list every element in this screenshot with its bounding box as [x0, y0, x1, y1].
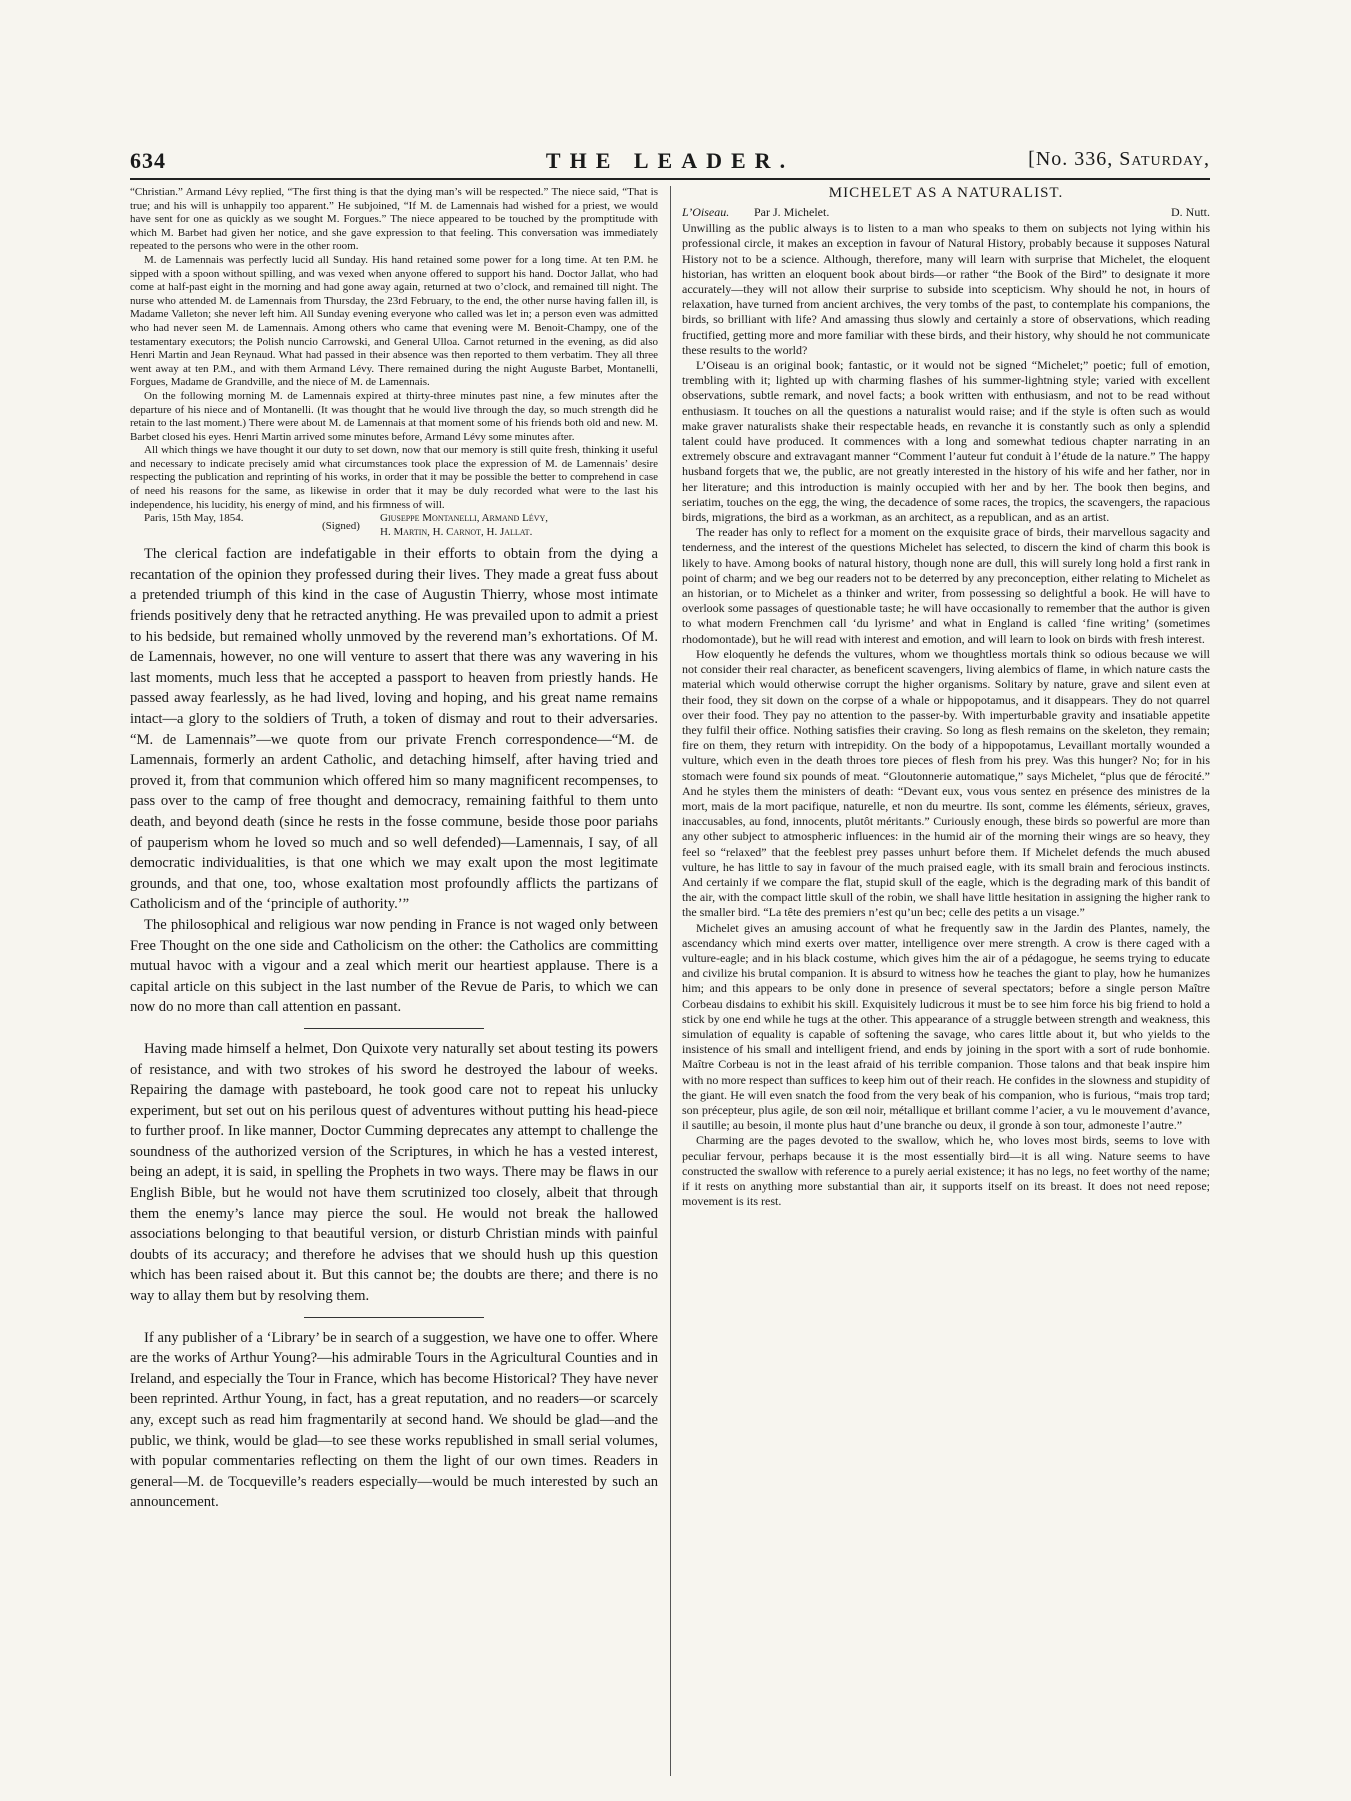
paragraph: The clerical faction are indefatigable in their efforts to obtain from the dying a recantation of the opinion they professed during their lives. They made a great fuss about a pretended triumph of this kind in the case of Augustin Thierry, whose most intimate friends positively deny that he retracted anything. He was prevailed upon to admit a priest to his bedside, but remained wholly unmoved by the reverend man’s exhortations. Of M. de Lamennais, however, no one will venture to assert that there was any wavering in his last moments, much less that he accepted a passport to heaven from priestly hands. He passed away fearlessly, as he had lived, loving and hoping, and his great name remains intact—a glory to the soldiers of Truth, a token of dismay and rout to their adversaries. “M. de Lamennais”—we quote from our private French correspondence—“M. de Lamennais, formerly an ardent Catholic, and detaching himself, after having tried and proved it, from that communion which offered him so many magnificent recompenses, to pass over to the camp of free thought and democracy, remaining faithful to them unto death, and beyond death (since he rests in the fosse commune, beside those poor pariahs of pauperism whom he loved so much and so well defended)—Lamennais, I say, of all democratic individualities, is that one which we may exalt upon the most legitimate grounds, and that one, too, whose exaltation most profoundly afflicts the partizans of Catholicism and of the ‘principle of authority.’”	[130, 546, 658, 913]
column-divider	[670, 186, 671, 1776]
issue-day: Saturday,	[1119, 148, 1210, 170]
signatories	[380, 512, 548, 539]
section-rule	[304, 1317, 484, 1318]
book-title: L’Oiseau.	[682, 205, 730, 220]
signatories-line-2: H. Martin, H. Carnot, H. Jallat.	[380, 525, 533, 538]
signatories-line-1: Giuseppe Montanelli, Armand Lévy,	[380, 512, 548, 525]
paragraph: L’Oiseau is an original book; fantastic, or it would not be signed “Michelet;” poetic; full of emotion, trembling with it; lighted up with charming flashes of his summer-lightning style; varied with excellent observations, subtle remark, and novel facts; a book written with enthusiasm, and not to be read without enthusiasm. It touches on all the questions a naturalist would raise; and if the style is often such as would make graver naturalists shake their respectable heads, en revanche it is constantly such as only a splendid talent could have produced. It commences with a long and somewhat tedious chapter narrating in an extremely obscure and extravagant manner “Comment l’auteur fut conduit à l’étude de la nature.” The happy husband forgets that we, the public, are not greatly interested in the history of his wife and her father, nor in her literature; and this introduction is mainly occupied with her and by her. The book then begins, and seriatim, touches on the egg, the wing, the decadence of some races, the tropics, the scavengers, the rapacious birds, migrations, the bird as a workman, as an architect, as a republican, and as an artist.	[682, 358, 1210, 525]
issue-number: [No. 336,	[1028, 148, 1120, 170]
newspaper-title: THE LEADER.	[545, 148, 795, 173]
paragraph: Charming are the pages devoted to the swallow, which he, who loves most birds, seems to love with peculiar fervour, perhaps because it is the most essentially bird—it is all wing. Nature seems to have constructed the swallow with reference to a purely aerial existence; it has no legs, no feet worthy of the name; if it rests on anything more substantial than air, it supports itself on its breast. It does not need repose; movement is its rest.	[682, 1133, 1210, 1209]
book-publisher: D. Nutt.	[1171, 205, 1210, 220]
paragraph: Michelet gives an amusing account of what he frequently saw in the Jardin des Plantes, namely, the ascendancy which mind exerts over matter, intelligence over mere strength. A crow is there caged with a vulture-eagle; and in his black costume, which gives him the air of a pédagogue, he seems trying to educate and civilize his brutal companion. It is absurd to witness how he teaches the giant to play, how he humanizes him; and this appears to be only done in presence of several spectators; before a single person Maître Corbeau disdains to exhibit his skill. Exquisitely ludicrous it must be to see him force his big friend to hold a stick by one end while he tugs at the other. This appearance of a struggle between strength and weakness, this simulation of equality is capable of softening the savage, who cares little about it, but who yields to the insistence of his small and intelligent friend, and ends by joining in the sport with a sort of rude bonhomie. Maître Corbeau is not in the least afraid of his terrible companion. Those talons and that beak inspire him with no more respect than suffices to keep him out of their reach. He confides in the slowness and stupidity of the giant. He will even snatch the food from the very beak of his companion, who is furious, “mais trop tard; son précepteur, plus agile, de son œil noir, métallique et brillant comme l’acier, a vu le mouvement d’avance, il sautille; au besoin, il monte plus haut d’une branche ou deux, il gronde à son tour, admoneste l’autre.”	[682, 920, 1210, 1133]
signed-label: (Signed)	[322, 520, 360, 533]
section-rule	[304, 1028, 484, 1029]
signature-date: Paris, 15th May, 1854.	[144, 512, 244, 525]
paragraph: “Christian.” Armand Lévy replied, “The first thing is that the dying man’s will be respected.” The niece said, “That is true; and his will is unhappily too apparent.” He subjoined, “If M. de Lamennais had wished for a priest, we would have sent for one as quickly as we sought M. Forgues.” The niece appeared to be touched by the promptitude with which M. Barbet had given her notice, and she gave expression to that feeling. This conversation was immediately repeated to the persons who were in the other room.	[130, 186, 658, 253]
issue-label	[1028, 148, 1210, 171]
paragraph: Unwilling as the public always is to listen to a man who speaks to them on subjects not lying within his professional circle, it makes an exception in favour of Natural History, probably because it supposes Natural History not to be a science. Although, therefore, many will learn with surprise that Michelet, the eloquent historian, has written an eloquent book about birds—or rather “the Book of the Bird” to designate it more accurately—they will not allow their surprise to subside into scepticism. Why should he not, in hours of relaxation, have turned from ancient archives, the very tombs of the past, to contemplate his companions, the birds, so brilliant with life? And amassing thus slowly and certainly a store of observations, which reading fructified, getting more and more familiar with these birds, and their history, why should he not communicate these results to the world?	[682, 221, 1210, 357]
paragraph: On the following morning M. de Lamennais expired at thirty-three minutes past nine, a few minutes after the departure of his niece and of Montanelli. (It was thought that he would live through the day, so much strength did he retain to the last moment.) There were about M. de Lamennais at that moment some of his friends both old and new. M. Barbet closed his eyes. Henri Martin arrived some minutes before, Armand Lévy some minutes after.	[130, 389, 658, 443]
article-headline: MICHELET AS A NATURALIST.	[828, 186, 1064, 201]
paragraph: The philosophical and religious war now pending in France is not waged only between Free Thought on the one side and Catholicism on the other: the Catholics are committing mutual havoc with a vigour and a zeal which merit our heartiest applause. There is a capital article on this subject in the last number of the Revue de Paris, to which we can now do no more than call attention en passant.	[130, 916, 658, 1016]
paragraph: Having made himself a helmet, Don Quixote very naturally set about testing its powers of resistance, and with two strokes of his sword he destroyed the labour of weeks. Repairing the damage with pasteboard, he took good care not to repeat his unlucky experiment, but set out on his perilous quest of adventures without putting his head-piece to further proof. In like manner, Doctor Cumming deprecates any attempt to challenge the soundness of the authorized version of the Scriptures, in which he has a vested interest, being an adept, it is said, in spelling the Prophets in two ways. There may be flaws in our English Bible, but he would not have them scrutinized too closely, albeit that through them the enemy’s lance may pierce the soul. He would not break the hallowed associations belonging to that beautiful version, or disturb Christian minds with painful doubts of its accuracy; and therefore he advises that we should hush up this question which has been raised about it. But this cannot be; the doubts are there; and there is no way to allay them but by resolving them.	[130, 1040, 658, 1305]
page-number: 634	[130, 148, 166, 173]
right-column	[682, 186, 1210, 1776]
masthead	[130, 148, 1210, 180]
signature-block	[130, 512, 658, 544]
book-author: Par J. Michelet.	[754, 205, 830, 220]
newspaper-page	[130, 148, 1210, 1788]
paragraph: M. de Lamennais was perfectly lucid all Sunday. His hand retained some power for a long time. At ten P.M. he sipped with a spoon without spilling, and was vexed when anyone offered to support his hand. Doctor Jallat, who had come at half-past eight in the morning and had gone away again, returned at two o’clock, and remained till night. The nurse who attended M. de Lamennais from Thursday, the 23rd February, to the end, the other nurse having fallen ill, is Madame Valleton; she never left him. All Sunday evening everyone who called was let in; a person even was admitted who had never seen M. de Lamennais. Among others who came that evening were M. Benoit-Champy, one of the testamentary executors; the Polish nuncio Carrowski, and General Ulloa. Carnot returned in the evening, as did also Henri Martin and Jean Reynaud. What had passed in their absence was then reported to them verbatim. They all three went away at ten P.M., and with them Armand Lévy. There remained during the night Auguste Barbet, Montanelli, Forgues, Madame de Grandville, and the niece of M. de Lamennais.	[130, 253, 658, 389]
left-column	[130, 186, 658, 1776]
book-citation	[682, 205, 1210, 221]
paragraph: If any publisher of a ‘Library’ be in search of a suggestion, we have one to offer. Where are the works of Arthur Young?—his admirable Tours in the Agricultural Counties and in Ireland, and especially the Tour in France, which has become Historical? They have never been reprinted. Arthur Young, in fact, has a great reputation, and no readers—or scarcely any, except such as read him fragmentarily at second hand. We should be glad—and the public, we think, would be glad—to see these works republished in small serial volumes, with popular commentaries reflecting on them the light of our own times. Readers in general—M. de Tocqueville’s readers especially—would be much interested by such an announcement.	[130, 1329, 658, 1511]
paragraph: The reader has only to reflect for a moment on the exquisite grace of birds, their marvellous sagacity and tenderness, and the interest of the questions Michelet has selected, to discern the kind of charm this book is likely to have. Among books of natural history, though none are dull, this will surely long hold a first rank in point of charm; and we beg our readers not to be deterred by any preconception, either relating to Michelet as an historian, or to Michelet as a thinker and writer, from possessing so delightful a book. He will have to overlook some passages of questionable taste; he will have occasionally to remember that the author is given to what modern Frenchmen call ‘du lyrisme’ and what in England is called ‘fine writing’ (sometimes rhodomontade), but he will read with interest and emotion, and will learn to look on birds with fresh interest.	[682, 525, 1210, 646]
paragraph: All which things we have thought it our duty to set down, now that our memory is still quite fresh, thinking it useful and necessary to indicate precisely amid what circumstances took place the expression of M. de Lamennais’ desire respecting the publication and reprinting of his works, in order that it may be possible the better to comprehend in case of need his reasons for the same, as likewise in order that it may be duly recorded what were to the last his independence, his lucidity, his energy of mind, and his firmness of will.	[130, 444, 658, 511]
paragraph: How eloquently he defends the vultures, whom we thoughtless mortals think so odious because we will not consider their real character, as beneficent scavengers, living alembics of flame, in which nature casts the material which would otherwise corrupt the higher organisms. Solitary by nature, grave and silent even at their food, they sit down on the corpse of a whale or hippopotamus, and it disappears. They do not quarrel over their food. They pay no attention to the passer-by. With imperturbable gravity and insatiable appetite they fulfil their office. Nothing satisfies their craving. So long as flesh remains on the skeleton, they remain; fire on them, they return with intrepidity. On the body of a hippopotamus, Levaillant mortally wounded a vulture, which even in the death throes tore pieces of flesh from his prey. Was this hunger? No; for in his stomach were found six pounds of meat. “Gloutonnerie automatique,” says Michelet, “plus que de férocité.” And he styles them the ministers of death: “Devant eux, vous vous sentez en présence des ministres de la mort, mais de la mort pacifique, naturelle, et non du meurtre. Ils sont, comme les éléments, sérieux, graves, inaccusables, au fond, innocents, plutôt méritants.” Curiously enough, these birds so powerful are more than any other subject to atmospheric influences: in the humid air of the morning their wings are so heavy, they feel so “relaxed” that the feeblest prey passes unhurt before them. If Michelet defends the much abused vulture, he has little to say in favour of the much praised eagle, with its small brain and ferocious instincts. And certainly if we compare the flat, stupid skull of the eagle, which is the degrading mark of this bandit of the air, with the compact little skull of the robin, we shall have little hesitation in assigning the higher rank to the smaller bird. “La tête des premiers n’est qu’un bec; celle des petits a un visage.”	[682, 646, 1210, 920]
